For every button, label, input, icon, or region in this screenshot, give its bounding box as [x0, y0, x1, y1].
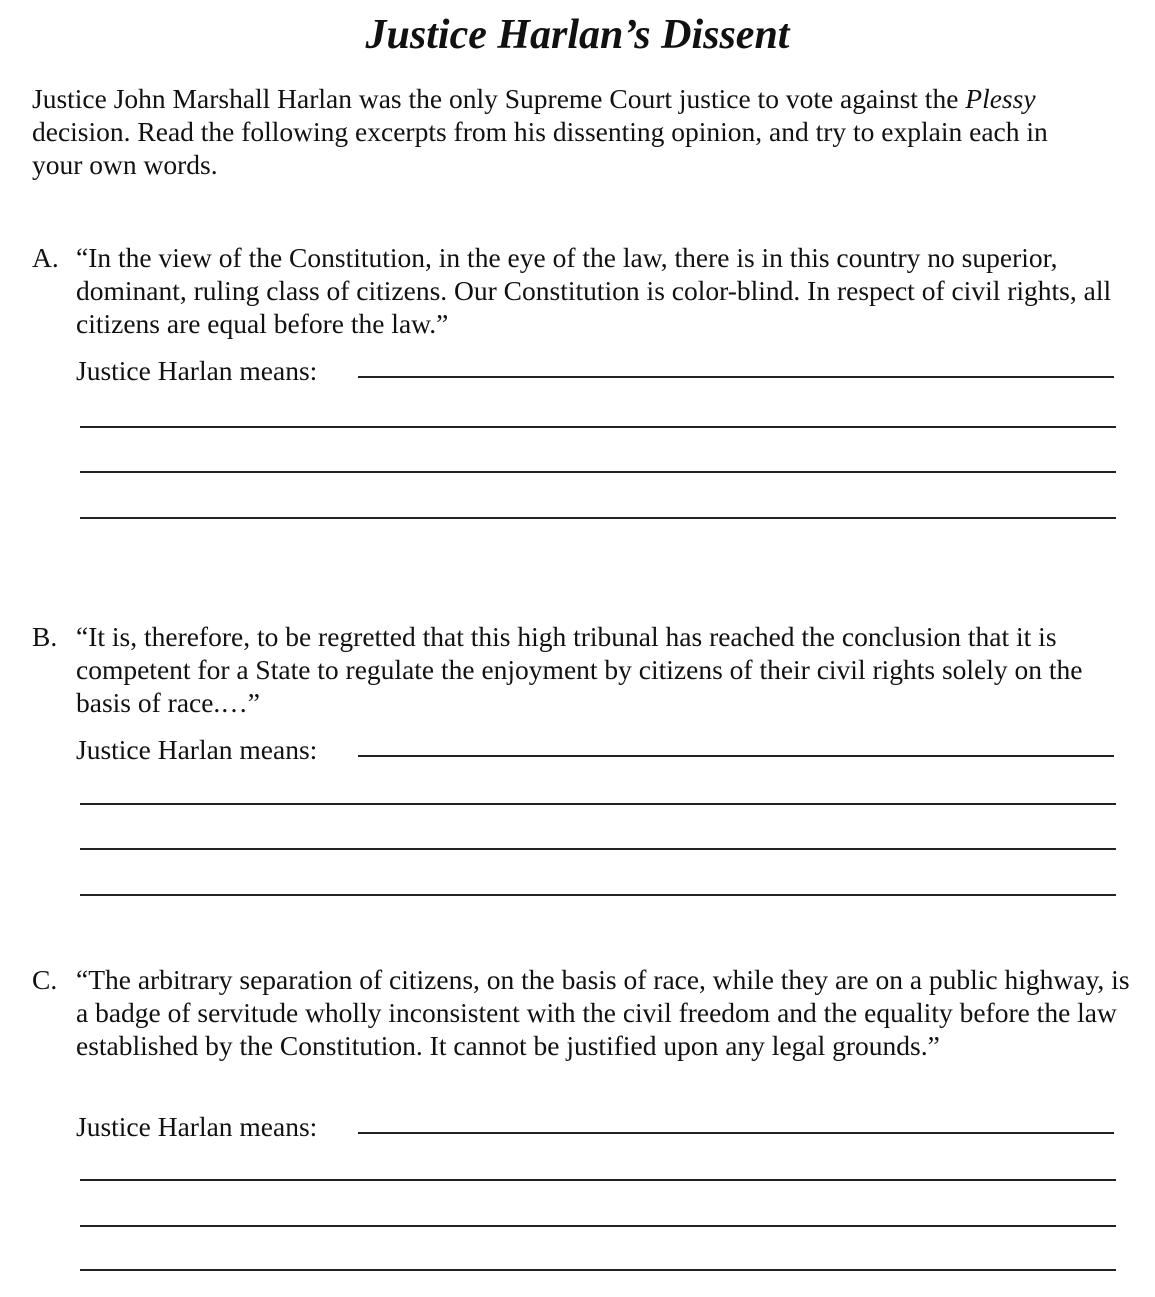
question-quote: “In the view of the Constitution, in the eye of the law, there is in this country no superior, dominant, ruling class of citizens. Our Constitution is color-blind. In respect of civil rights, all citizens are equal before the law.” [76, 242, 1112, 339]
question-a [32, 241, 1132, 531]
answer-line[interactable] [80, 471, 1116, 473]
question-quote: “It is, therefore, to be regretted that this high tribunal has reached the conclusion that it is competent for a State to regulate the enjoyment by citizens of their civil rights solely on the basis of race.…” [76, 621, 1083, 718]
case-name: Plessy [965, 83, 1036, 114]
answer-line[interactable] [80, 848, 1116, 850]
question-letter: B. [32, 621, 58, 652]
means-label: Justice Harlan means: [76, 734, 318, 765]
answer-line[interactable] [80, 894, 1116, 896]
answer-line[interactable] [80, 426, 1116, 428]
intro-paragraph [32, 82, 1092, 181]
question-b [32, 620, 1132, 910]
means-label: Justice Harlan means: [76, 355, 318, 386]
answer-line[interactable] [80, 803, 1116, 805]
answer-line-first[interactable] [358, 376, 1114, 378]
means-label: Justice Harlan means: [76, 1111, 318, 1142]
question-letter: A. [32, 242, 59, 273]
question-letter: C. [32, 964, 58, 995]
intro-text-end: decision. Read the following excerpts from his dissenting opinion, and try to explain each in your own words. [32, 116, 1048, 180]
answer-line-first[interactable] [358, 755, 1114, 757]
answer-line[interactable] [80, 1269, 1116, 1271]
question-c [32, 963, 1132, 1283]
worksheet-title: Justice Harlan’s Dissent [365, 12, 790, 58]
answer-line[interactable] [80, 1225, 1116, 1227]
intro-text-start: Justice John Marshall Harlan was the only Supreme Court justice to vote against the [32, 83, 966, 114]
answer-line[interactable] [80, 517, 1116, 519]
question-quote: “The arbitrary separation of citizens, on the basis of race, while they are on a public highway, is a badge of servitude wholly inconsistent with the civil freedom and the equality before the law established by the Constitution. It cannot be justified upon any legal grounds.” [76, 964, 1130, 1061]
answer-line[interactable] [80, 1179, 1116, 1181]
answer-line-first[interactable] [358, 1132, 1114, 1134]
